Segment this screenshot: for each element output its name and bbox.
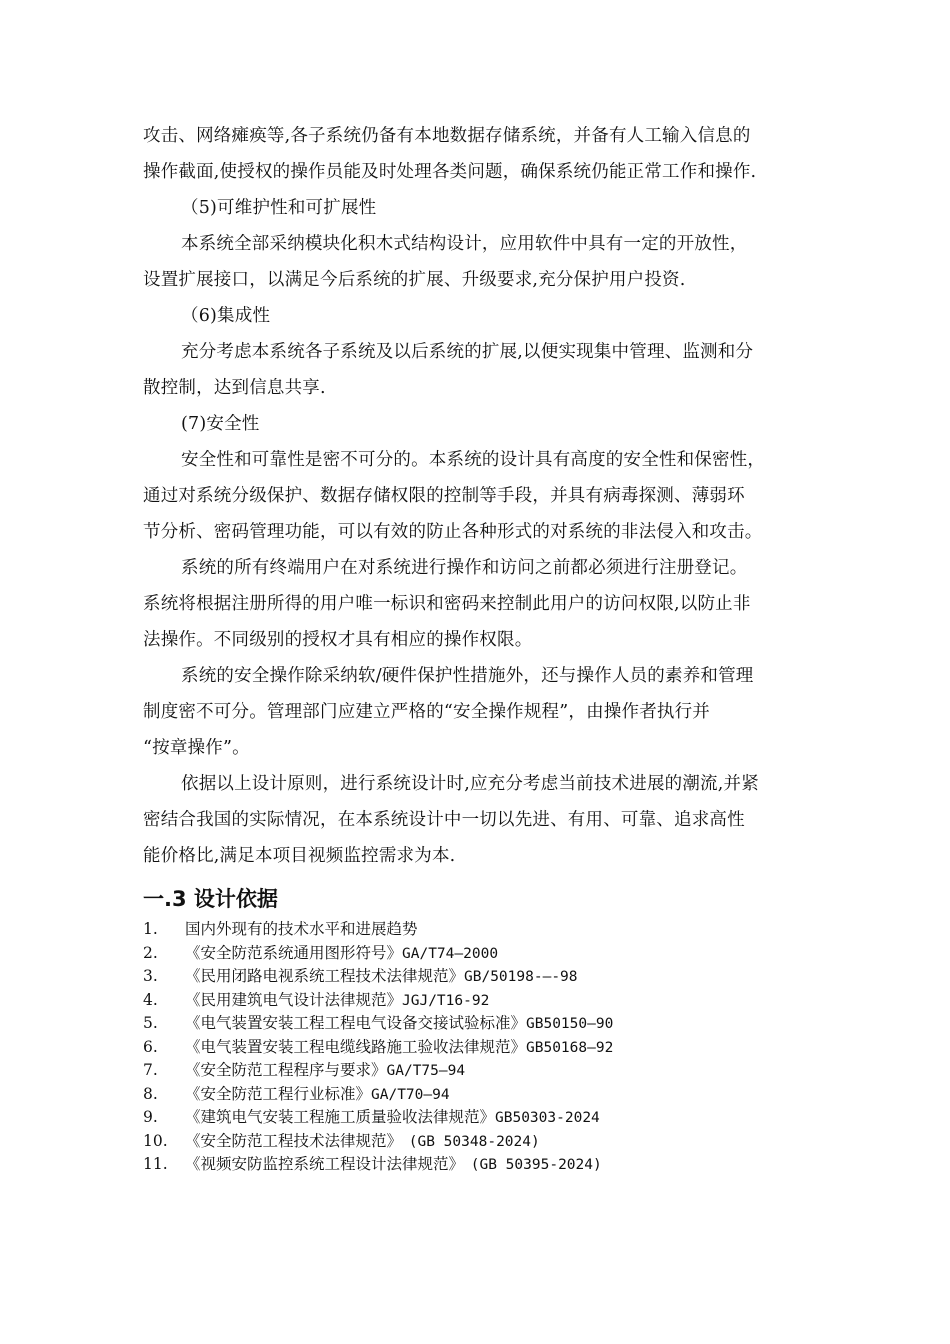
list-item-title: 《安全防范系统通用图形符号》	[185, 943, 403, 962]
list-item-number: 11.	[143, 1155, 168, 1173]
list-item	[143, 1012, 813, 1036]
list-item	[143, 1083, 813, 1107]
list-item-number: 5.	[143, 1014, 158, 1032]
text-line: 密结合我国的实际情况，在本系统设计中一切以先进、有用、可靠、追求高性	[143, 810, 745, 830]
list-item-title: 《安全防范工程技术法律规范》	[185, 1131, 395, 1150]
list-item-code: (GB 50395-2024)	[456, 1157, 602, 1173]
text-line: 节分析、密码管理功能，可以有效的防止各种形式的对系统的非法侵入和攻击。	[143, 522, 763, 542]
list-item-title: 《民用闭路电视系统工程技术法律规范》	[185, 967, 465, 985]
list-item-code: GA/T75—94	[386, 1063, 466, 1079]
list-item-code: GB/50198-—-98	[464, 969, 578, 985]
document-page	[143, 118, 813, 1177]
text-line: 依据以上设计原则，进行系统设计时,应充分考虑当前技术进展的潮流,并紧	[181, 774, 759, 794]
list-item-number: 10.	[143, 1131, 168, 1150]
list-item-title: 《视频安防监控系统工程设计法律规范》	[185, 1155, 457, 1173]
text-line: (7)安全性	[181, 414, 260, 434]
text-line: 攻击、网络瘫痪等,各子系统仍备有本地数据存储系统，并备有人工输入信息的	[143, 126, 751, 146]
list-item-number: 3.	[143, 967, 158, 985]
text-line: 能价格比,满足本项目视频监控需求为本.	[143, 846, 456, 866]
list-item-code: GA/T74—2000	[402, 945, 499, 962]
text-line: 散控制，达到信息共享.	[143, 378, 326, 398]
list-item-title: 《电气装置安装工程工程电气设备交接试验标准》	[185, 1014, 527, 1032]
list-item-title: 《电气装置安装工程电缆线路施工验收法律规范》	[185, 1037, 527, 1056]
list-item-number: 2.	[143, 943, 158, 962]
text-line: 系统的所有终端用户在对系统进行操作和访问之前都必须进行注册登记。	[181, 558, 748, 578]
text-line: （5)可维护性和可扩展性	[181, 198, 377, 218]
list-item	[143, 1036, 813, 1060]
list-item-number: 7.	[143, 1061, 158, 1079]
list-item	[143, 965, 813, 989]
text-line: 制度密不可分。管理部门应建立严格的“安全操作规程”，由操作者执行并	[143, 702, 710, 722]
text-line: （6)集成性	[181, 306, 271, 326]
list-item-title: 《安全防范工程行业标准》	[185, 1084, 372, 1103]
list-item-number: 9.	[143, 1108, 158, 1126]
text-line: 设置扩展接口，以满足今后系统的扩展、升级要求,充分保护用户投资.	[143, 270, 686, 290]
section-heading: 一.3 设计依据	[143, 887, 278, 911]
text-line: 法操作。不同级别的授权才具有相应的操作权限。	[143, 630, 533, 650]
text-line: 通过对系统分级保护、数据存储权限的控制等手段，并具有病毒探测、薄弱环	[143, 486, 745, 506]
list-item	[143, 1106, 813, 1130]
list-item-code: GB50168—92	[526, 1039, 614, 1056]
list-item-code: (GB 50348-2024)	[394, 1133, 540, 1150]
list-item	[143, 1130, 813, 1154]
text-line: 安全性和可靠性是密不可分的。本系统的设计具有高度的安全性和保密性，	[181, 450, 766, 470]
text-line: 系统将根据注册所得的用户唯一标识和密码来控制此用户的访问权限,以防止非	[143, 594, 751, 614]
body-text	[143, 118, 813, 874]
list-item-title: 《民用建筑电气设计法律规范》	[185, 990, 403, 1009]
list-item-title: 国内外现有的技术水平和进展趋势	[185, 920, 418, 938]
list-item-number: 6.	[143, 1037, 158, 1056]
text-line: 系统的安全操作除采纳软/硬件保护性措施外，还与操作人员的素养和管理	[181, 666, 754, 686]
list-item	[143, 989, 813, 1013]
list-item-code: GB50303-2024	[495, 1110, 600, 1126]
list-item	[143, 942, 813, 966]
list-item-number: 8.	[143, 1084, 158, 1103]
text-line: “按章操作”。	[143, 738, 250, 758]
text-line: 本系统全部采纳模块化积木式结构设计，应用软件中具有一定的开放性，	[181, 234, 748, 254]
list-item-code: GA/T70—94	[371, 1086, 450, 1103]
reference-list	[143, 918, 813, 1177]
list-item	[143, 1059, 813, 1083]
list-item-title: 《建筑电气安装工程施工质量验收法律规范》	[185, 1108, 496, 1126]
text-line: 操作截面,使授权的操作员能及时处理各类问题，确保系统仍能正常工作和操作.	[143, 162, 757, 182]
list-item-code: GB50150—90	[526, 1016, 614, 1032]
list-item	[143, 918, 813, 942]
list-item-number: 4.	[143, 990, 158, 1009]
list-item-title: 《安全防范工程程序与要求》	[185, 1061, 387, 1079]
list-item	[143, 1153, 813, 1177]
list-item-number: 1.	[143, 920, 158, 938]
text-line: 充分考虑本系统各子系统及以后系统的扩展,以便实现集中管理、监测和分	[181, 342, 754, 362]
list-item-code: JGJ/T16-92	[402, 992, 490, 1009]
